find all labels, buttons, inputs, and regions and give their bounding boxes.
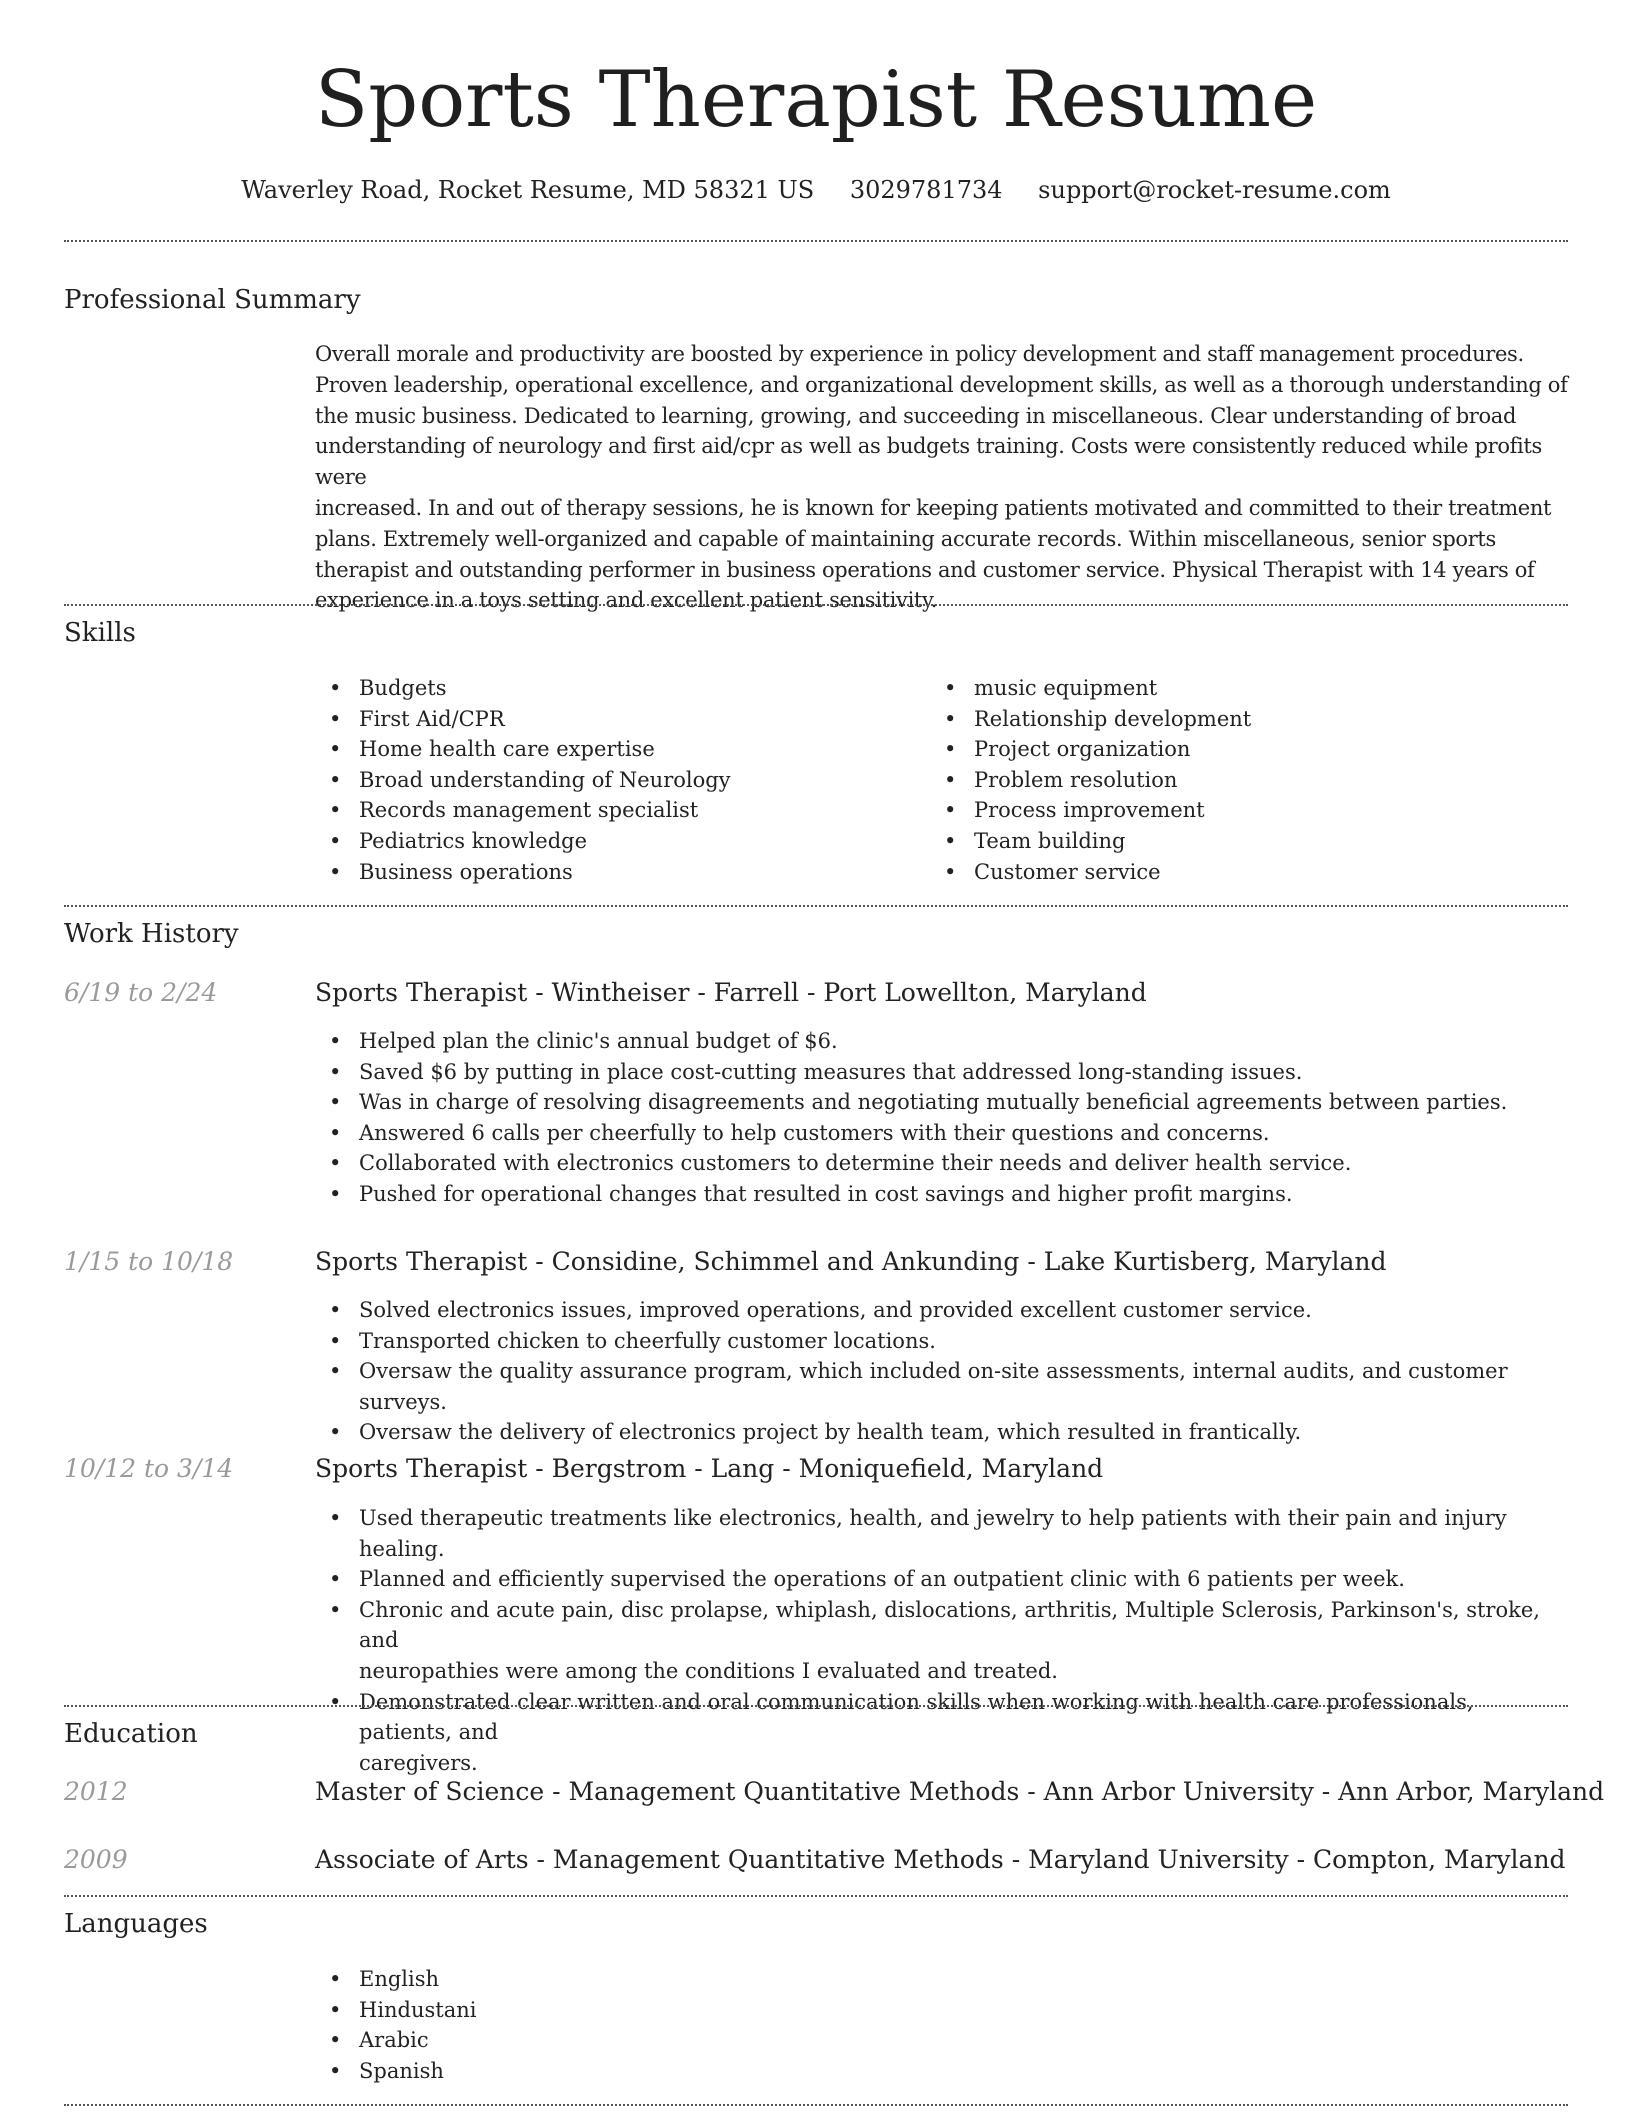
- language-item: • Arabic: [315, 2025, 915, 2056]
- skill-item: • Records management specialist: [315, 795, 915, 826]
- languages-heading: Languages: [64, 1909, 208, 1939]
- skill-item: • Process improvement: [930, 795, 1530, 826]
- job-title: Sports Therapist - Bergstrom - Lang - Moniquefield, Maryland: [315, 1454, 1104, 1483]
- job-bullets: [315, 1503, 1570, 1778]
- summary-line: experience in a toys setting and excellent patient sensitivity.: [315, 588, 938, 613]
- job-bullet: • Chronic and acute pain, disc prolapse, whiplash, dislocations, arthritis, Multiple Sclerosis, Parkinson's, stroke, and: [315, 1595, 1570, 1656]
- summary-line: Proven leadership, operational excellence, and organizational development skills, as well as a thorough understanding of: [315, 372, 1568, 397]
- section-divider: [64, 1895, 1568, 1897]
- language-item: • Spanish: [315, 2056, 915, 2087]
- contact-email: support@rocket-resume.com: [1038, 176, 1391, 204]
- languages-list: [315, 1964, 915, 2086]
- job-dates: 10/12 to 3/14: [64, 1454, 234, 1483]
- education-year: 2009: [64, 1845, 128, 1874]
- job-bullet: • Transported chicken to cheerfully customer locations.: [315, 1326, 1570, 1357]
- skill-item: • Broad understanding of Neurology: [315, 765, 915, 796]
- summary-line: therapist and outstanding performer in business operations and customer service. Physical Therapist with 14 years of: [315, 557, 1535, 582]
- language-item: • Hindustani: [315, 1995, 915, 2026]
- job-bullet: • Was in charge of resolving disagreements and negotiating mutually beneficial agreements between parties.: [315, 1087, 1570, 1118]
- skill-item: • Team building: [930, 826, 1530, 857]
- education-degree: Master of Science - Management Quantitative Methods - Ann Arbor University - Ann Arbor, Maryland: [315, 1777, 1605, 1806]
- job-bullet: • Oversaw the delivery of electronics project by health team, which resulted in frantically.: [315, 1417, 1570, 1448]
- skill-item: • Customer service: [930, 857, 1530, 888]
- summary-line: Overall morale and productivity are boosted by experience in policy development and staff management procedures.: [315, 342, 1524, 366]
- summary-line: plans. Extremely well-organized and capable of maintaining accurate records. Within miscellaneous, senior sports: [315, 526, 1496, 551]
- section-divider: [64, 604, 1568, 606]
- skill-item: • music equipment: [930, 673, 1530, 704]
- job-dates: 1/15 to 10/18: [64, 1247, 234, 1276]
- job-bullet: • Oversaw the quality assurance program, which included on-site assessments, internal audits, and customer surveys.: [315, 1356, 1570, 1417]
- job-bullet: • Saved $6 by putting in place cost-cutting measures that addressed long-standing issues.: [315, 1057, 1570, 1088]
- education-year: 2012: [64, 1777, 128, 1806]
- job-title: Sports Therapist - Considine, Schimmel and Ankunding - Lake Kurtisberg, Maryland: [315, 1247, 1387, 1276]
- section-divider: [64, 1705, 1568, 1707]
- job-bullet-continued: caregivers.: [359, 1750, 478, 1775]
- job-bullets: [315, 1026, 1570, 1210]
- skill-item: • Budgets: [315, 673, 915, 704]
- summary-line: the music business. Dedicated to learning, growing, and succeeding in miscellaneous. Clear understanding of broad: [315, 403, 1517, 428]
- job-dates: 6/19 to 2/24: [64, 978, 218, 1007]
- contact-phone: 3029781734: [849, 176, 1003, 204]
- skill-item: • First Aid/CPR: [315, 704, 915, 735]
- job-bullet: • Answered 6 calls per cheerfully to help customers with their questions and concerns.: [315, 1118, 1570, 1149]
- skills-list-right: [930, 673, 1530, 887]
- work-heading: Work History: [64, 919, 239, 949]
- skill-item: • Business operations: [315, 857, 915, 888]
- contact-address: Waverley Road, Rocket Resume, MD 58321 US: [241, 176, 815, 204]
- job-bullet: • Demonstrated clear written and oral communication skills when working with health care professionals, patients, and: [315, 1687, 1570, 1748]
- skills-list-left: [315, 673, 915, 887]
- summary-heading: Professional Summary: [64, 285, 361, 315]
- section-divider: [64, 2104, 1568, 2106]
- summary-line: understanding of neurology and first aid/cpr as well as budgets training. Costs were consistently reduced while profits were: [315, 434, 1542, 490]
- resume-title: Sports Therapist Resume: [314, 55, 1318, 145]
- job-bullet: • Collaborated with electronics customers to determine their needs and deliver health service.: [315, 1148, 1570, 1179]
- section-divider: [64, 240, 1568, 242]
- skill-item: • Problem resolution: [930, 765, 1530, 796]
- skill-item: • Home health care expertise: [315, 734, 915, 765]
- education-degree: Associate of Arts - Management Quantitative Methods - Maryland University - Compton, Maryland: [315, 1845, 1566, 1874]
- job-bullets: [315, 1295, 1570, 1448]
- job-bullet: • Planned and efficiently supervised the operations of an outpatient clinic with 6 patients per week.: [315, 1564, 1570, 1595]
- job-title: Sports Therapist - Wintheiser - Farrell - Port Lowellton, Maryland: [315, 978, 1147, 1007]
- skill-item: • Pediatrics knowledge: [315, 826, 915, 857]
- skill-item: • Relationship development: [930, 704, 1530, 735]
- summary-text: [315, 339, 1570, 616]
- section-divider: [64, 905, 1568, 907]
- skill-item: • Project organization: [930, 734, 1530, 765]
- contact-line: [0, 172, 1632, 208]
- job-bullet: • Solved electronics issues, improved operations, and provided excellent customer service.: [315, 1295, 1570, 1326]
- job-bullet: • Used therapeutic treatments like electronics, health, and jewelry to help patients with their pain and injury healing.: [315, 1503, 1570, 1564]
- job-bullet-continued: neuropathies were among the conditions I evaluated and treated.: [359, 1658, 1058, 1683]
- language-item: • English: [315, 1964, 915, 1995]
- summary-line: increased. In and out of therapy sessions, he is known for keeping patients motivated and committed to their treatment: [315, 495, 1552, 520]
- job-bullet: • Pushed for operational changes that resulted in cost savings and higher profit margins.: [315, 1179, 1570, 1210]
- education-heading: Education: [64, 1719, 198, 1749]
- skills-heading: Skills: [64, 618, 136, 648]
- job-bullet: • Helped plan the clinic's annual budget of $6.: [315, 1026, 1570, 1057]
